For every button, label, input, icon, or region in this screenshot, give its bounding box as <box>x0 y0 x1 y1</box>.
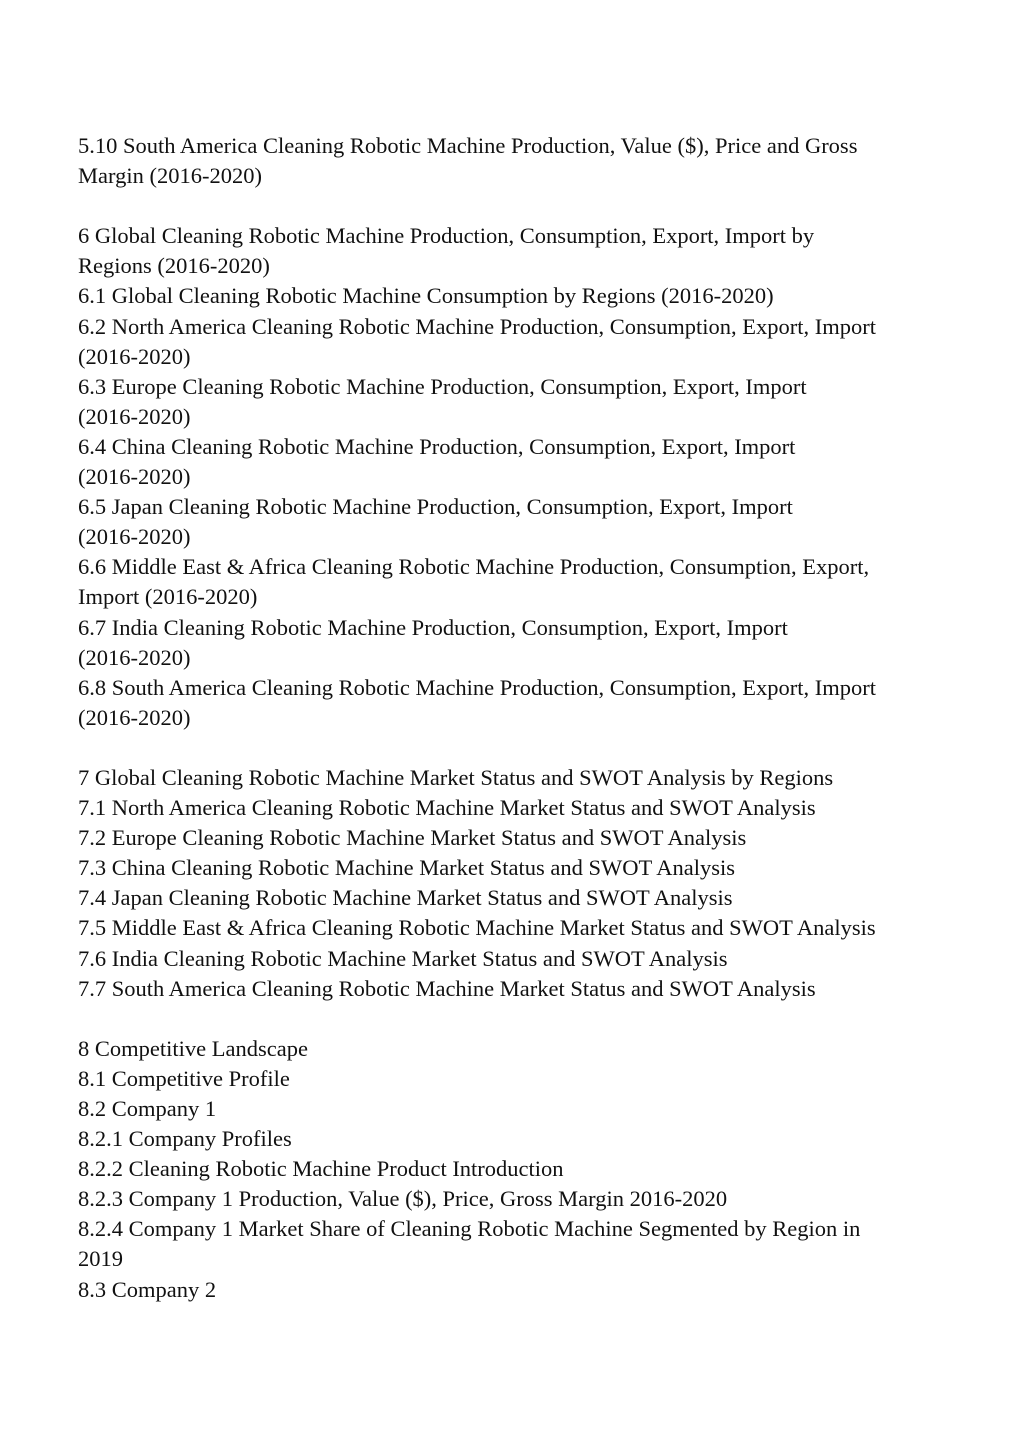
toc-line: (2016-2020) <box>78 403 191 429</box>
toc-line: 8.2.4 Company 1 Market Share of Cleaning Robotic Machine Segmented by Region in <box>78 1216 861 1242</box>
toc-line: 6.6 Middle East & Africa Cleaning Robotic Machine Production, Consumption, Export, <box>78 554 870 580</box>
toc-line: 6.8 South America Cleaning Robotic Machine Production, Consumption, Export, Import <box>78 674 877 700</box>
toc-line: 6.4 China Cleaning Robotic Machine Production, Consumption, Export, Import <box>78 433 796 459</box>
toc-line: 7.4 Japan Cleaning Robotic Machine Market Status and SWOT Analysis <box>78 885 733 911</box>
toc-line: 7.6 India Cleaning Robotic Machine Market Status and SWOT Analysis <box>78 945 728 971</box>
toc-section-7 <box>78 763 948 1004</box>
toc-line: 6.3 Europe Cleaning Robotic Machine Production, Consumption, Export, Import <box>78 373 807 399</box>
toc-line: 6.7 India Cleaning Robotic Machine Production, Consumption, Export, Import <box>78 614 788 640</box>
toc-line: Import (2016-2020) <box>78 584 258 610</box>
toc-line: 5.10 South America Cleaning Robotic Machine Production, Value ($), Price and Gross <box>78 133 858 158</box>
toc-line: 2019 <box>78 1246 123 1272</box>
toc-line: 8.2 Company 1 <box>78 1096 217 1121</box>
toc-line: 7.2 Europe Cleaning Robotic Machine Market Status and SWOT Analysis <box>78 825 747 851</box>
toc-line: (2016-2020) <box>78 704 191 730</box>
toc-section-6 <box>78 221 948 733</box>
toc-line: 8.2.3 Company 1 Production, Value ($), Price, Gross Margin 2016-2020 <box>78 1186 728 1212</box>
toc-line: (2016-2020) <box>78 644 191 670</box>
toc-line: 7.5 Middle East & Africa Cleaning Robotic Machine Market Status and SWOT Analysis <box>78 915 876 941</box>
toc-line: (2016-2020) <box>78 464 191 490</box>
toc-line: 7.7 South America Cleaning Robotic Machine Market Status and SWOT Analysis <box>78 975 816 1001</box>
toc-line: 8.2.1 Company Profiles <box>78 1126 292 1152</box>
section-gap <box>78 733 948 763</box>
toc-heading: 8 Competitive Landscape <box>78 1035 308 1061</box>
toc-section-8 <box>78 1034 948 1305</box>
toc-line: Margin (2016-2020) <box>78 163 262 189</box>
section-gap <box>78 1004 948 1034</box>
toc-line: 6.1 Global Cleaning Robotic Machine Consumption by Regions (2016-2020) <box>78 283 774 309</box>
toc-section-5-10 <box>78 131 948 191</box>
toc-line: (2016-2020) <box>78 343 191 369</box>
toc-line: 8.3 Company 2 <box>78 1276 217 1302</box>
toc-heading: 6 Global Cleaning Robotic Machine Production, Consumption, Export, Import by <box>78 223 815 249</box>
toc-line: 6.2 North America Cleaning Robotic Machine Production, Consumption, Export, Import <box>78 313 877 339</box>
document-page <box>78 131 948 1305</box>
toc-line: (2016-2020) <box>78 524 191 550</box>
section-gap <box>78 191 948 221</box>
toc-line: 6.5 Japan Cleaning Robotic Machine Production, Consumption, Export, Import <box>78 494 793 520</box>
toc-line: 8.2.2 Cleaning Robotic Machine Product Introduction <box>78 1156 564 1182</box>
toc-line: Regions (2016-2020) <box>78 253 270 279</box>
toc-line: 7.1 North America Cleaning Robotic Machine Market Status and SWOT Analysis <box>78 795 816 821</box>
toc-line: 8.1 Competitive Profile <box>78 1065 290 1091</box>
toc-heading: 7 Global Cleaning Robotic Machine Market Status and SWOT Analysis by Regions <box>78 764 834 790</box>
toc-line: 7.3 China Cleaning Robotic Machine Market Status and SWOT Analysis <box>78 855 736 881</box>
